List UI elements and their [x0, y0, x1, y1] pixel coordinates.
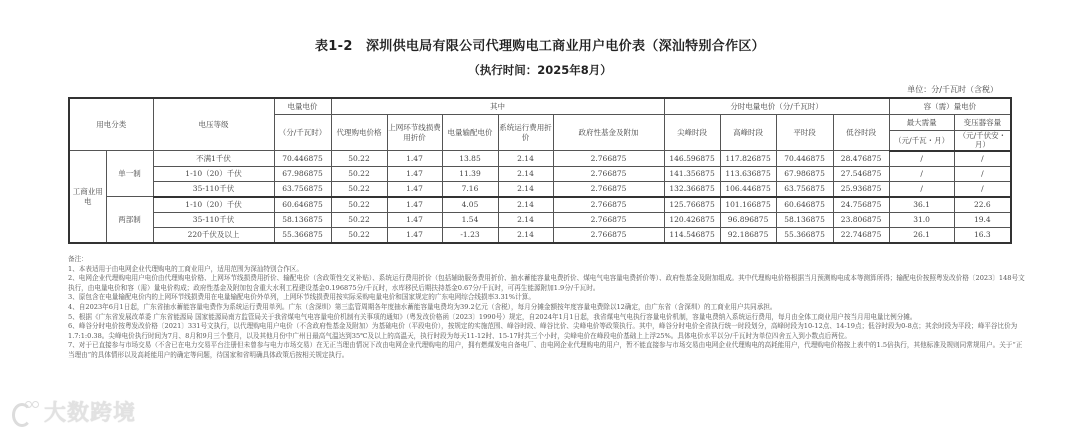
cell-sys: 2.14	[498, 181, 553, 197]
cell-flat: 67.986875	[776, 166, 833, 181]
cell-peak: 141.356875	[664, 166, 720, 181]
header-proxy-price: 代理购电价格	[331, 115, 387, 151]
cell-loss: 1.47	[387, 166, 442, 181]
cell-transformer: 16.3	[954, 227, 1011, 243]
cell-voltage: 不满1千伏	[153, 151, 274, 167]
cell-proxy: 50.22	[331, 166, 387, 181]
cell-demand: 31.0	[889, 212, 954, 227]
cell-valley: 23.806875	[833, 212, 889, 227]
cell-transformer: 19.4	[954, 212, 1011, 227]
header-of-which: 其中	[331, 98, 664, 115]
cell-trans: 4.05	[442, 197, 498, 213]
cell-demand: 36.1	[889, 197, 954, 213]
header-max-demand: 最大需量	[889, 115, 954, 131]
cell-proxy: 50.22	[331, 197, 387, 213]
cell-proxy: 50.22	[331, 212, 387, 227]
cell-proxy: 50.22	[331, 151, 387, 167]
cell-energy: 60.646875	[274, 197, 331, 213]
cell-sys: 2.14	[498, 151, 553, 167]
header-flat: 平时段	[776, 115, 833, 151]
cell-high: 106.446875	[720, 181, 776, 197]
cell-valley: 24.756875	[833, 197, 889, 213]
cell-transformer: 22.6	[954, 197, 1011, 213]
document-subtitle: （执行时间：2025年8月）	[468, 63, 612, 77]
cell-peak: 114.546875	[664, 227, 720, 243]
cell-demand: /	[889, 181, 954, 197]
cell-loss: 1.47	[387, 227, 442, 243]
cell-loss: 1.47	[387, 151, 442, 167]
cell-energy: 70.446875	[274, 151, 331, 167]
header-peak: 尖峰时段	[664, 115, 720, 151]
watermark-logo-icon	[12, 401, 38, 423]
cell-energy: 67.986875	[274, 166, 331, 181]
cell-fund: 2.766875	[553, 227, 664, 243]
cell-peak: 146.596875	[664, 151, 720, 167]
cell-loss: 1.47	[387, 212, 442, 227]
cell-voltage: 35-110千伏	[153, 212, 274, 227]
cell-fund: 2.766875	[553, 151, 664, 167]
cell-flat: 70.446875	[776, 151, 833, 167]
notes-section	[68, 255, 1028, 361]
cell-voltage: 1-10（20）千伏	[153, 166, 274, 181]
cell-voltage: 220千伏及以上	[153, 227, 274, 243]
cell-transformer: /	[954, 166, 1011, 181]
header-category: 用电分类	[69, 98, 153, 151]
header-transformer-unit: （元/千伏安・月）	[954, 131, 1011, 151]
cell-loss: 1.47	[387, 197, 442, 213]
note-item: 4、自2023年6月1日起，广东省抽水蓄能容量电费作为系统运行费用单列。广东（含深圳）第三监管周期各年度抽水蓄能容量电费均为39.2亿元（含税），每月分摊金额按年度容量电费除以12确定，由广东省（含深圳）的工商业用户共同承担。	[68, 302, 777, 311]
note-item: 7、对于已直接参与市场交易（不含已在电力交易平台注册但未曾参与电力市场交易）在无正当理由情况下改由电网企业代理购电的用户，拥有燃煤发电自备电厂、由电网企业代理购电的用户，暂不能直接参与市场交易由电网企业代理购电的高耗能用户，代理购电价格按上表中的1.5倍执行，其他标准及规则同常规用户。关于“正当理由”的具体情形以及高耗能用户的确定等问题，待国家和省明确具体政策后按相关规定执行。	[68, 341, 1023, 359]
header-capacity-price: 容（需）量电价	[889, 98, 1011, 115]
group-label-single: 单一制	[106, 151, 153, 197]
cell-sys: 2.14	[498, 227, 553, 243]
header-energy-price: 电量电价	[274, 98, 331, 115]
cell-sys: 2.14	[498, 197, 553, 213]
note-item: 1、本表适用于由电网企业代理购电的工商业用户，适用范围为深汕特别合作区。	[68, 264, 303, 273]
watermark-text: 大数跨境	[44, 401, 137, 426]
cell-valley: 25.936875	[833, 181, 889, 197]
cell-energy: 58.136875	[274, 212, 331, 227]
cell-transformer: /	[954, 181, 1011, 197]
category-cell: 工商业用电	[69, 151, 106, 243]
header-line-loss: 上网环节线损费用折价	[387, 115, 442, 151]
note-item: 3、原包含在电量输配电价内的上网环节线损费用在电量输配电价外单列，上网环节线损费用按实际采购电量电价和国家规定的广东电网综合线损率3.31%计算。	[68, 293, 535, 302]
cell-valley: 27.546875	[833, 166, 889, 181]
cell-flat: 60.646875	[776, 197, 833, 213]
cell-trans: 7.16	[442, 181, 498, 197]
cell-high: 96.896875	[720, 212, 776, 227]
cell-peak: 132.366875	[664, 181, 720, 197]
header-gov-fund: 政府性基金及附加	[553, 115, 664, 151]
group-label-two-part: 两部制	[106, 197, 153, 243]
cell-proxy: 50.22	[331, 181, 387, 197]
cell-flat: 55.366875	[776, 227, 833, 243]
cell-fund: 2.766875	[553, 166, 664, 181]
header-transmission: 电量输配电价	[442, 115, 498, 151]
header-system-operation: 系统运行费用折价	[498, 115, 553, 151]
header-voltage: 电压等级	[153, 98, 274, 151]
header-valley: 低谷时段	[833, 115, 889, 151]
cell-high: 113.636875	[720, 166, 776, 181]
cell-flat: 58.136875	[776, 212, 833, 227]
header-high: 高峰时段	[720, 115, 776, 151]
cell-loss: 1.47	[387, 181, 442, 197]
cell-fund: 2.766875	[553, 181, 664, 197]
cell-trans: 11.39	[442, 166, 498, 181]
cell-fund: 2.766875	[553, 212, 664, 227]
cell-sys: 2.14	[498, 166, 553, 181]
cell-trans: -1.23	[442, 227, 498, 243]
price-table	[68, 97, 1012, 244]
cell-flat: 63.756875	[776, 181, 833, 197]
note-item: 5、根据《广东省发展改革委 广东省能源局 国家能源局南方监管局关于我省煤电气电容量电价机制有关事项的通知》（粤发改价格函〔2023〕1990号）规定，自2024年1月1日起，我省煤电气电执行容量电价机制，容量电费纳入系统运行费用，每月由全体工商业用户按当月用电量比例分摊。	[68, 312, 917, 321]
cell-energy: 55.366875	[274, 227, 331, 243]
cell-peak: 125.766875	[664, 197, 720, 213]
cell-demand: /	[889, 166, 954, 181]
notes-heading: 备注：	[68, 255, 88, 263]
cell-sys: 2.14	[498, 212, 553, 227]
cell-transformer: /	[954, 151, 1011, 167]
note-item: 6、峰谷分时电价按粤发改价格〔2021〕331号文执行，以代理购电用户电价（不含政府性基金及附加）为基础电价（平段电价），按规定的实施范围、峰谷时段、峰谷比价、尖峰电价等政策执行。其中，峰谷分时电价全省执行统一时段划分，高峰时段为10-12点、14-19点；低谷时段为0-8点；其余时段为平段；峰平谷比价为1.7:1:0.38。尖峰电价执行时间为7月、8月和9月三个整月，以及其他月份中广州日最高气温达到35℃及以上的高温天，执行时段为每天11-12时、15-17时共三个小时，尖峰电价在峰段电价基础上上浮25%。具体电价水平以分/千瓦时为单位四舍五入到小数点后两位。	[68, 322, 1018, 340]
cell-valley: 28.476875	[833, 151, 889, 167]
cell-demand: /	[889, 151, 954, 167]
cell-high: 92.186875	[720, 227, 776, 243]
watermark	[12, 396, 136, 427]
cell-trans: 13.85	[442, 151, 498, 167]
cell-high: 117.826875	[720, 151, 776, 167]
cell-high: 101.166875	[720, 197, 776, 213]
header-transformer: 变压器容量	[954, 115, 1011, 131]
cell-fund: 2.766875	[553, 197, 664, 213]
note-item: 2、电网企业代理购电用户电价由代理购电价格、上网环节线损费用折价、输配电价（含政策性交叉补贴）、系统运行费用折价（包括辅助服务费用折价、抽水蓄能容量电费折价、煤电气电容量电费折价等）、政府性基金及附加组成。其中代理购电价格根据当月预测购电成本等测算所得；输配电价按照粤发改价格〔2023〕148号文执行，由电量电价和容（需）量电价构成；政府性基金及附加包含重大水利工程建设基金0.196875分/千瓦时，水库移民后期扶持基金0.67分/千瓦时，可再生能源附加1.9分/千瓦时。	[68, 274, 1025, 292]
cell-voltage: 1-10（20）千伏	[153, 197, 274, 213]
unit-label: 单位：分/千瓦时（含税）	[907, 85, 998, 94]
cell-trans: 1.54	[442, 212, 498, 227]
cell-valley: 22.746875	[833, 227, 889, 243]
header-max-demand-unit: （元/千瓦・月）	[889, 131, 954, 151]
cell-proxy: 50.22	[331, 227, 387, 243]
header-energy-price-unit: （分/千瓦时）	[274, 115, 331, 151]
cell-peak: 120.426875	[664, 212, 720, 227]
header-tou-price: 分时电量电价（分/千瓦时）	[664, 98, 889, 115]
cell-voltage: 35-110千伏	[153, 181, 274, 197]
document-title: 表1-2 深圳供电局有限公司代理购电工商业用户电价表（深汕特别合作区）	[315, 39, 765, 54]
cell-demand: 26.1	[889, 227, 954, 243]
cell-energy: 63.756875	[274, 181, 331, 197]
